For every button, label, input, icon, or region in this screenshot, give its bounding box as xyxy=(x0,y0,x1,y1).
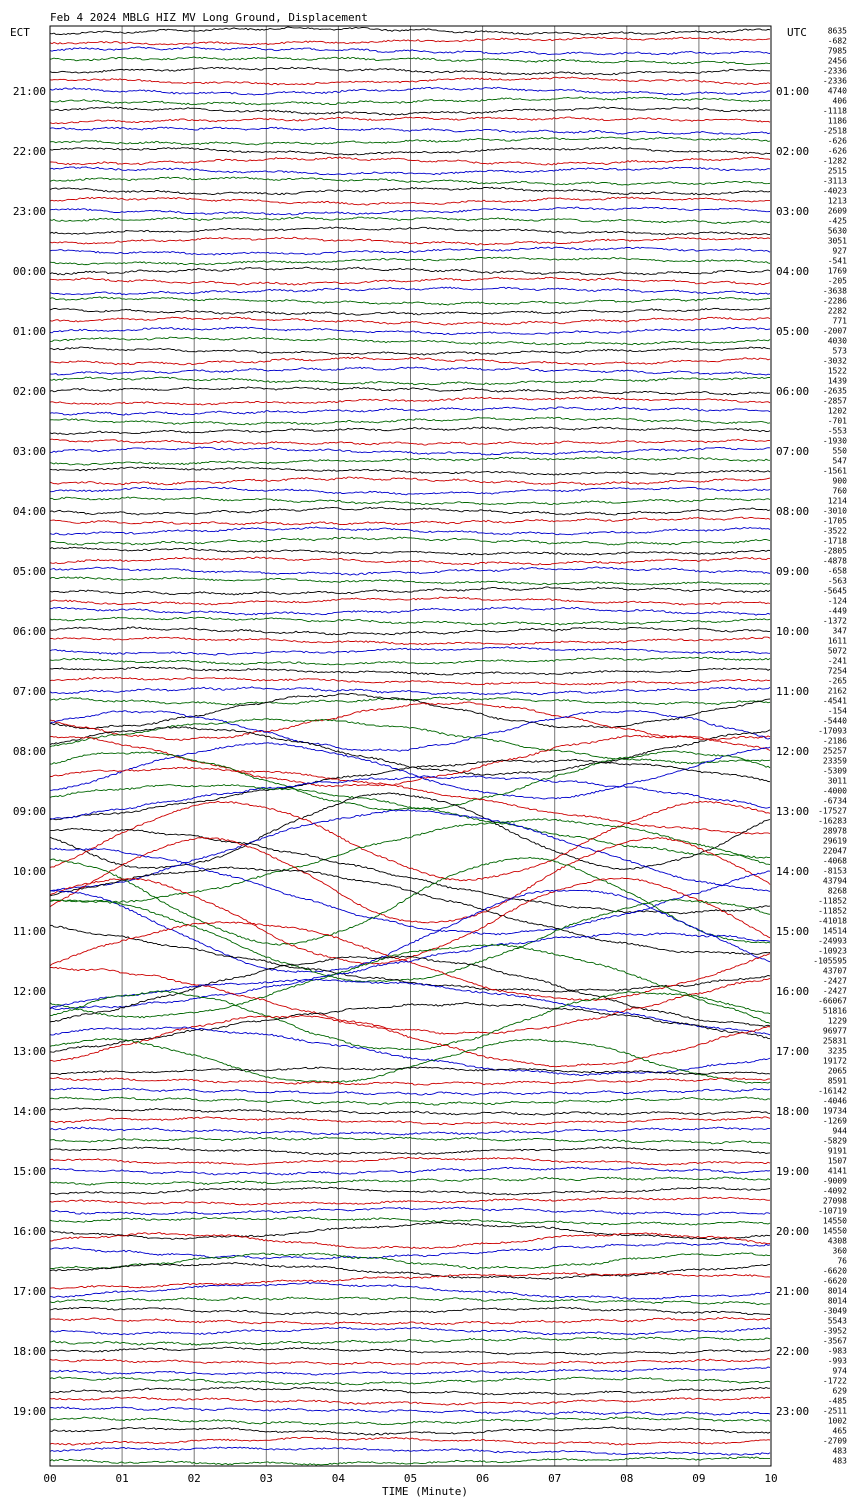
trace-offset-label: 14514 xyxy=(822,926,847,936)
right-hour-label: 22:00 xyxy=(776,1345,810,1358)
trace-offset-label: -1118 xyxy=(822,106,847,116)
trace-offset-label: 29619 xyxy=(822,836,847,846)
trace-offset-label: 1002 xyxy=(827,1416,847,1426)
trace-offset-label: -9009 xyxy=(822,1176,847,1186)
trace-offset-label: -8153 xyxy=(822,866,847,876)
trace-offset-label: 2065 xyxy=(827,1066,847,1076)
right-hour-label: 06:00 xyxy=(776,385,810,398)
trace-offset-label: -626 xyxy=(827,146,847,156)
trace-offset-label: -658 xyxy=(827,566,847,576)
trace-offset-label: -5829 xyxy=(822,1136,847,1146)
trace-offset-label: -4878 xyxy=(822,556,847,566)
right-hour-label: 11:00 xyxy=(776,685,810,698)
trace-offset-label: 771 xyxy=(832,316,847,326)
right-hour-label: 07:00 xyxy=(776,445,810,458)
left-hour-label: 09:00 xyxy=(12,805,46,818)
trace-offset-label: -5309 xyxy=(822,766,847,776)
trace-offset-label: 1186 xyxy=(827,116,847,126)
trace-offset-label: -10923 xyxy=(818,946,847,956)
trace-offset-label: 5543 xyxy=(827,1316,847,1326)
trace-offset-label: 1229 xyxy=(827,1016,847,1026)
trace-offset-label: 1507 xyxy=(827,1156,847,1166)
trace-offset-label: -425 xyxy=(827,216,847,226)
trace-offset-label: 3051 xyxy=(827,236,847,246)
x-tick-label: 02 xyxy=(187,1472,201,1485)
trace-offset-label: -2635 xyxy=(822,386,847,396)
right-hour-label: 23:00 xyxy=(776,1405,810,1418)
trace-offset-label: -5440 xyxy=(822,716,847,726)
trace-offset-label: -2286 xyxy=(822,296,847,306)
trace-offset-label: -2511 xyxy=(822,1406,847,1416)
trace-offset-label: -154 xyxy=(827,706,847,716)
trace-offset-label: -626 xyxy=(827,136,847,146)
trace-offset-label: -205 xyxy=(827,276,847,286)
trace-offset-label: 8268 xyxy=(827,886,847,896)
x-tick-label: 08 xyxy=(620,1472,634,1485)
trace-offset-label: 2282 xyxy=(827,306,847,316)
trace-offset-label: 629 xyxy=(832,1386,847,1396)
trace-offset-label: -1561 xyxy=(822,466,847,476)
trace-offset-label: 25257 xyxy=(822,746,847,756)
trace-offset-label: 19734 xyxy=(822,1106,847,1116)
trace-offset-label: 360 xyxy=(832,1246,847,1256)
trace-offset-label: -265 xyxy=(827,676,847,686)
time-gridlines xyxy=(122,26,699,1466)
trace-offset-label: 5630 xyxy=(827,226,847,236)
trace-offset-label: 1213 xyxy=(827,196,847,206)
trace-offset-label: 25831 xyxy=(822,1036,847,1046)
trace-offset-label: -2186 xyxy=(822,736,847,746)
right-hour-label: 21:00 xyxy=(776,1285,810,1298)
trace-offset-label: 43794 xyxy=(822,876,847,886)
trace-offset-label: 347 xyxy=(832,626,847,636)
trace-offset-label: 19172 xyxy=(822,1056,847,1066)
trace-offset-label: 1522 xyxy=(827,366,847,376)
trace-offset-label: -241 xyxy=(827,656,847,666)
trace-offset-label: 760 xyxy=(832,486,847,496)
trace-offset-label: -6734 xyxy=(822,796,847,806)
trace-offset-label: -2805 xyxy=(822,546,847,556)
left-hour-label: 05:00 xyxy=(12,565,46,578)
trace-offset-label: -541 xyxy=(827,256,847,266)
trace-offset-label: 483 xyxy=(832,1446,847,1456)
left-hour-label: 23:00 xyxy=(12,205,46,218)
trace-offset-label: -17093 xyxy=(818,726,847,736)
right-hour-label: 17:00 xyxy=(776,1045,810,1058)
trace-offset-label: 8591 xyxy=(827,1076,847,1086)
right-hour-label: 02:00 xyxy=(776,145,810,158)
trace-offset-label: 7985 xyxy=(827,46,847,56)
trace-offset-label: 927 xyxy=(832,246,847,256)
trace-offset-label: -2427 xyxy=(822,976,847,986)
left-hour-label: 06:00 xyxy=(12,625,46,638)
right-hour-label: 04:00 xyxy=(776,265,810,278)
trace-offset-label: -701 xyxy=(827,416,847,426)
trace-offset-label: -1282 xyxy=(822,156,847,166)
trace-offset-label: -993 xyxy=(827,1356,847,1366)
trace-offset-label: 2515 xyxy=(827,166,847,176)
trace-offset-label: -4068 xyxy=(822,856,847,866)
trace-offset-label: 3011 xyxy=(827,776,847,786)
trace-offset-label: 3235 xyxy=(827,1046,847,1056)
x-axis-label: TIME (Minute) xyxy=(381,1485,469,1498)
left-hour-label: 14:00 xyxy=(12,1105,46,1118)
trace-offset-label: -2336 xyxy=(822,76,847,86)
trace-offset-label: 9191 xyxy=(827,1146,847,1156)
trace-offset-label: -2007 xyxy=(822,326,847,336)
trace-offset-label: -3952 xyxy=(822,1326,847,1336)
trace-offset-label: -4092 xyxy=(822,1186,847,1196)
trace-offset-label: 944 xyxy=(832,1126,847,1136)
left-hour-label: 17:00 xyxy=(12,1285,46,1298)
trace-offset-label: -1372 xyxy=(822,616,847,626)
trace-offset-label: 4308 xyxy=(827,1236,847,1246)
trace-offset-label: 51816 xyxy=(822,1006,847,1016)
left-hour-label: 12:00 xyxy=(12,985,46,998)
trace-offset-label: -2336 xyxy=(822,66,847,76)
left-hour-label: 03:00 xyxy=(12,445,46,458)
x-tick-label: 06 xyxy=(475,1472,490,1485)
trace-offset-label: -41018 xyxy=(818,916,847,926)
trace-offset-label: -4023 xyxy=(822,186,847,196)
x-tick-label: 10 xyxy=(764,1472,778,1485)
x-tick-label: 00 xyxy=(43,1472,57,1485)
trace-offset-label: 483 xyxy=(832,1456,847,1466)
left-hour-label: 10:00 xyxy=(12,865,46,878)
x-tick-label: 04 xyxy=(331,1472,346,1485)
x-tick-label: 09 xyxy=(692,1472,706,1485)
trace-offset-label: -563 xyxy=(827,576,847,586)
trace-offset-label: -2709 xyxy=(822,1436,847,1446)
trace-offset-label: -983 xyxy=(827,1346,847,1356)
trace-offset-label: 8014 xyxy=(827,1286,847,1296)
trace-offset-label: -10719 xyxy=(818,1206,847,1216)
trace-offset-label: 547 xyxy=(832,456,847,466)
left-hour-label: 02:00 xyxy=(12,385,46,398)
trace-offset-label: -3049 xyxy=(822,1306,847,1316)
trace-offset-label: -124 xyxy=(827,596,847,606)
right-hour-label: 12:00 xyxy=(776,745,810,758)
right-hour-label: 09:00 xyxy=(776,565,810,578)
left-hour-labels xyxy=(13,85,46,1418)
trace-offset-label: 27098 xyxy=(822,1196,847,1206)
left-axis-title: ECT xyxy=(10,26,30,39)
trace-offset-label: 14550 xyxy=(822,1216,847,1226)
left-hour-label: 11:00 xyxy=(12,925,46,938)
left-hour-label: 19:00 xyxy=(12,1405,46,1418)
trace-offset-label: 406 xyxy=(832,96,847,106)
trace-offset-label: -16283 xyxy=(818,816,847,826)
x-tick-labels xyxy=(43,1472,777,1485)
right-hour-label: 13:00 xyxy=(776,805,810,818)
chart-title: Feb 4 2024 MBLG HIZ MV Long Ground, Displacement xyxy=(50,11,368,24)
trace-offset-label: 7254 xyxy=(827,666,847,676)
trace-offset-label: -449 xyxy=(827,606,847,616)
trace-offset-label: 2456 xyxy=(827,56,847,66)
right-hour-label: 03:00 xyxy=(776,205,810,218)
right-axis-title: UTC xyxy=(787,26,807,39)
right-hour-label: 10:00 xyxy=(776,625,810,638)
left-hour-label: 21:00 xyxy=(12,85,46,98)
right-hour-label: 16:00 xyxy=(776,985,810,998)
left-hour-label: 22:00 xyxy=(12,145,46,158)
trace-offset-label: 573 xyxy=(832,346,847,356)
x-tick-label: 05 xyxy=(403,1472,418,1485)
trace-offset-label: -2427 xyxy=(822,986,847,996)
right-hour-labels xyxy=(776,85,809,1418)
left-hour-label: 13:00 xyxy=(12,1045,46,1058)
right-hour-label: 15:00 xyxy=(776,925,810,938)
trace-offset-label: 28978 xyxy=(822,826,847,836)
left-hour-label: 01:00 xyxy=(12,325,46,338)
trace-offset-label: -4046 xyxy=(822,1096,847,1106)
left-hour-label: 08:00 xyxy=(12,745,46,758)
trace-offset-label: 4030 xyxy=(827,336,847,346)
trace-offset-label: 4740 xyxy=(827,86,847,96)
trace-offset-label: -553 xyxy=(827,426,847,436)
trace-offset-label: -105595 xyxy=(813,956,847,966)
left-hour-label: 04:00 xyxy=(12,505,46,518)
x-tick-label: 07 xyxy=(548,1472,562,1485)
trace-offset-label: 4141 xyxy=(827,1166,847,1176)
trace-offset-label: 23359 xyxy=(822,756,847,766)
trace-offset-label: 43707 xyxy=(822,966,847,976)
trace-offset-label: -4000 xyxy=(822,786,847,796)
right-hour-label: 19:00 xyxy=(776,1165,810,1178)
trace-offset-label: -1705 xyxy=(822,516,847,526)
trace-offset-label: -1722 xyxy=(822,1376,847,1386)
trace-offset-label: 8635 xyxy=(827,26,847,36)
right-hour-label: 20:00 xyxy=(776,1225,810,1238)
trace-offset-label: -3522 xyxy=(822,526,847,536)
right-hour-label: 14:00 xyxy=(776,865,810,878)
left-hour-label: 07:00 xyxy=(12,685,46,698)
trace-offset-label: 550 xyxy=(832,446,847,456)
x-tick-label: 01 xyxy=(115,1472,129,1485)
trace-offset-label: -1269 xyxy=(822,1116,847,1126)
trace-offset-label: 1769 xyxy=(827,266,847,276)
trace-offset-label: 1214 xyxy=(827,496,847,506)
trace-offset-label: -24993 xyxy=(818,936,847,946)
trace-offset-label: -16142 xyxy=(818,1086,847,1096)
trace-offset-label: -11852 xyxy=(818,896,847,906)
trace-offset-label: -3638 xyxy=(822,286,847,296)
trace-offset-label: -11852 xyxy=(818,906,847,916)
x-tick-label: 03 xyxy=(259,1472,273,1485)
trace-offset-label: 1611 xyxy=(827,636,847,646)
trace-offset-label: -66067 xyxy=(818,996,847,1006)
trace-offset-label: 14550 xyxy=(822,1226,847,1236)
trace-offset-label: -682 xyxy=(827,36,847,46)
left-hour-label: 18:00 xyxy=(12,1345,46,1358)
trace-offset-label: -17527 xyxy=(818,806,847,816)
trace-offset-label: 2609 xyxy=(827,206,847,216)
trace-offset-label: -2518 xyxy=(822,126,847,136)
trace-offset-label: 5072 xyxy=(827,646,847,656)
trace-offset-label: 76 xyxy=(837,1256,847,1266)
trace-offset-label: 900 xyxy=(832,476,847,486)
trace-offset-label: 2162 xyxy=(827,686,847,696)
right-hour-label: 18:00 xyxy=(776,1105,810,1118)
trace-offset-labels xyxy=(813,27,847,1466)
trace-offset-label: 96977 xyxy=(822,1026,847,1036)
left-hour-label: 15:00 xyxy=(12,1165,46,1178)
trace-offset-label: -3010 xyxy=(822,506,847,516)
trace-offset-label: -485 xyxy=(827,1396,847,1406)
right-hour-label: 01:00 xyxy=(776,85,810,98)
trace-offset-label: -3567 xyxy=(822,1336,847,1346)
trace-offset-label: 974 xyxy=(832,1366,847,1376)
trace-offset-label: -3113 xyxy=(822,176,847,186)
trace-offset-label: 465 xyxy=(832,1426,847,1436)
left-hour-label: 00:00 xyxy=(12,265,46,278)
left-hour-label: 16:00 xyxy=(12,1225,46,1238)
right-hour-label: 05:00 xyxy=(776,325,810,338)
trace-offset-label: -2857 xyxy=(822,396,847,406)
trace-offset-label: -6620 xyxy=(822,1266,847,1276)
trace-offset-label: 8014 xyxy=(827,1296,847,1306)
right-hour-label: 08:00 xyxy=(776,505,810,518)
trace-offset-label: -6620 xyxy=(822,1276,847,1286)
trace-offset-label: 1439 xyxy=(827,376,847,386)
trace-offset-label: -4541 xyxy=(822,696,847,706)
trace-offset-label: -3032 xyxy=(822,356,847,366)
trace-offset-label: -1930 xyxy=(822,436,847,446)
trace-offset-label: -5645 xyxy=(822,586,847,596)
trace-offset-label: 22047 xyxy=(822,846,847,856)
trace-offset-label: 1202 xyxy=(827,406,847,416)
trace-offset-label: -1718 xyxy=(822,536,847,546)
